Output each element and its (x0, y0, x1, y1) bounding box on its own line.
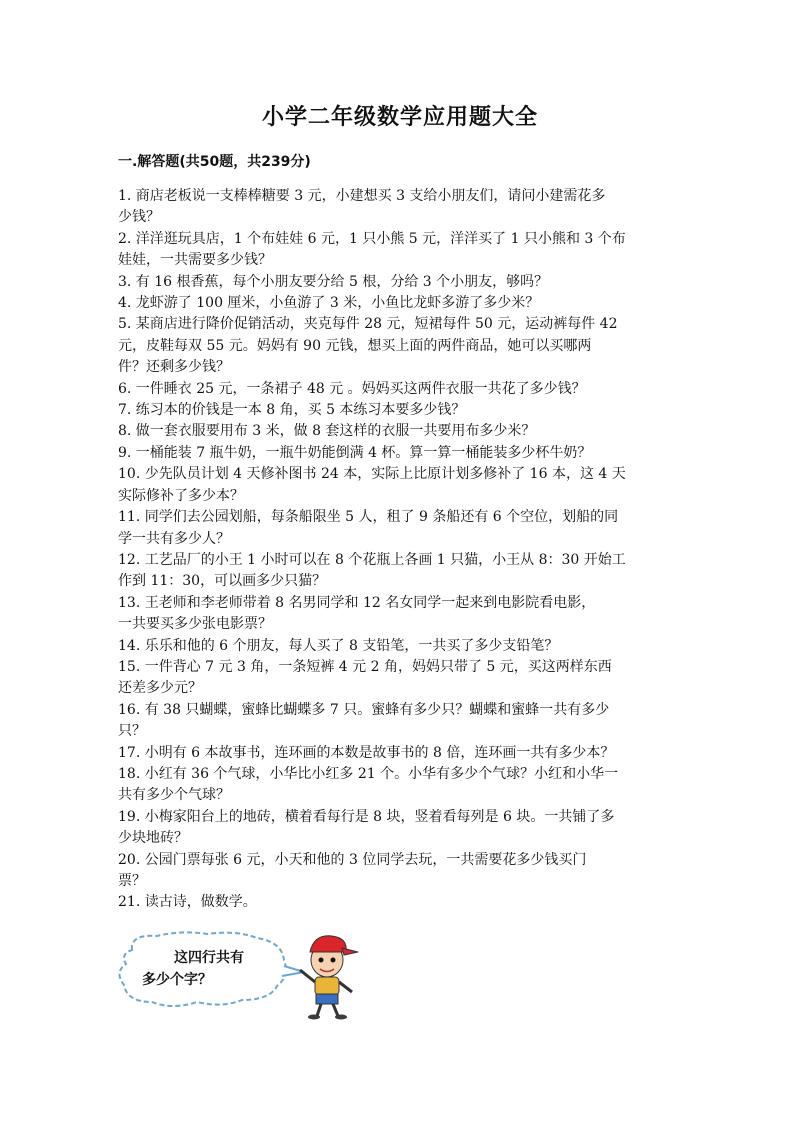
question-line: 10. 少先队员计划 4 天修补图书 24 本，实际上比原计划多修补了 16 本，这 4 天 (118, 466, 626, 483)
question-line: 4. 龙虾游了 100 厘米，小鱼游了 3 米，小鱼比龙虾多游了多少米？ (118, 295, 540, 312)
question-line: 8. 做一套衣服要用布 3 米，做 8 套这样的衣服一共要用布多少米？ (118, 423, 536, 440)
bubble-text-line1: 这四行共有 (174, 950, 244, 966)
question-line: 实际修补了多少本？ (118, 487, 244, 504)
question-line: 作到 11：30，可以画多少只猫？ (118, 573, 327, 590)
question-line: 票？ (118, 873, 146, 889)
question-line: 一共要买多少张电影票？ (118, 616, 272, 633)
question-line: 7. 练习本的价钱是一本 8 角，买 5 本练习本要多少钱？ (118, 402, 466, 419)
page-title: 小学二年级数学应用题大全 (261, 105, 538, 130)
question-line: 件？还剩多少钱？ (118, 359, 230, 376)
question-line: 17. 小明有 6 本故事书，连环画的本数是故事书的 8 倍，连环画一共有多少本？ (118, 744, 615, 761)
section-header: 一.解答题(共50题，共239分) (118, 154, 311, 170)
boy-figure (300, 936, 358, 1020)
question-line: 12. 工艺品厂的小王 1 小时可以在 8 个花瓶上各画 1 只猫，小王从 8：30 开始工 (118, 551, 626, 568)
question-line: 少块地砖？ (118, 830, 188, 847)
question-line: 学一共有多少人？ (118, 530, 230, 547)
question-line: 只？ (118, 723, 146, 740)
question-line: 2. 洋洋逛玩具店，1 个布娃娃 6 元，1 只小熊 5 元，洋洋买了 1 只小熊和 3 个布 (118, 230, 626, 247)
question-line: 21. 读古诗，做数学。 (118, 894, 257, 911)
question-line: 19. 小梅家阳台上的地砖，横着看每行是 8 块，竖着看每列是 6 块。一共铺了多 (118, 808, 615, 825)
shirt (315, 977, 339, 995)
question-line: 1. 商店老板说一支棒棒糖要 3 元，小建想买 3 支给小朋友们，请问小建需花多 (118, 188, 606, 204)
question-line: 少钱？ (118, 209, 160, 226)
question-line: 还差多少元？ (118, 680, 202, 697)
question-line: 娃娃，一共需要多少钱？ (118, 252, 272, 269)
question-line: 9. 一桶能装 7 瓶牛奶，一瓶牛奶能倒满 4 杯。算一算一桶能装多少杯牛奶？ (118, 444, 592, 461)
cartoon-boy-illustration (112, 930, 372, 1020)
question-line: 共有多少个气球？ (118, 787, 230, 804)
question-line: 5. 某商店进行降价促销活动，夹克每件 28 元，短裙每件 50 元，运动裤每件 42 (118, 316, 618, 333)
cap (310, 936, 346, 952)
question-line: 3. 有 16 根香蕉，每个小朋友要分给 5 根，分给 3 个小朋友，够吗？ (118, 273, 549, 290)
question-line: 6. 一件睡衣 25 元，一条裙子 48 元 。妈妈买这两件衣服一共花了多少钱？ (118, 380, 586, 397)
question-line: 元，皮鞋每双 55 元。妈妈有 90 元钱，想买上面的两件商品，她可以买哪两 (118, 337, 592, 354)
question-line: 18. 小红有 36 个气球，小华比小红多 21 个。小华有多少个气球？小红和小华一 (118, 765, 619, 782)
question-line: 20. 公园门票每张 6 元，小天和他的 3 位同学去玩，一共需要花多少钱买门 (118, 851, 587, 868)
shorts (316, 994, 338, 1004)
question-list (118, 186, 683, 914)
bubble-text-line2: 多少个字？ (142, 972, 212, 988)
question-line: 15. 一件背心 7 元 3 角，一条短裤 4 元 2 角，妈妈只带了 5 元，买这两样东西 (118, 658, 612, 675)
question-line: 16. 有 38 只蝴蝶，蜜蜂比蝴蝶多 7 只。蜜蜂有多少只？蝴蝶和蜜蜂一共有多少 (118, 701, 610, 718)
question-line: 14. 乐乐和他的 6 个朋友，每人买了 8 支铅笔，一共买了多少支铅笔？ (118, 637, 559, 654)
question-line: 11. 同学们去公园划船，每条船限坐 5 人，租了 9 条船还有 6 个空位，划船的同 (118, 509, 619, 526)
question-line: 13. 王老师和李老师带着 8 名男同学和 12 名女同学一起来到电影院看电影， (118, 594, 596, 611)
speech-bubble (119, 932, 285, 1006)
